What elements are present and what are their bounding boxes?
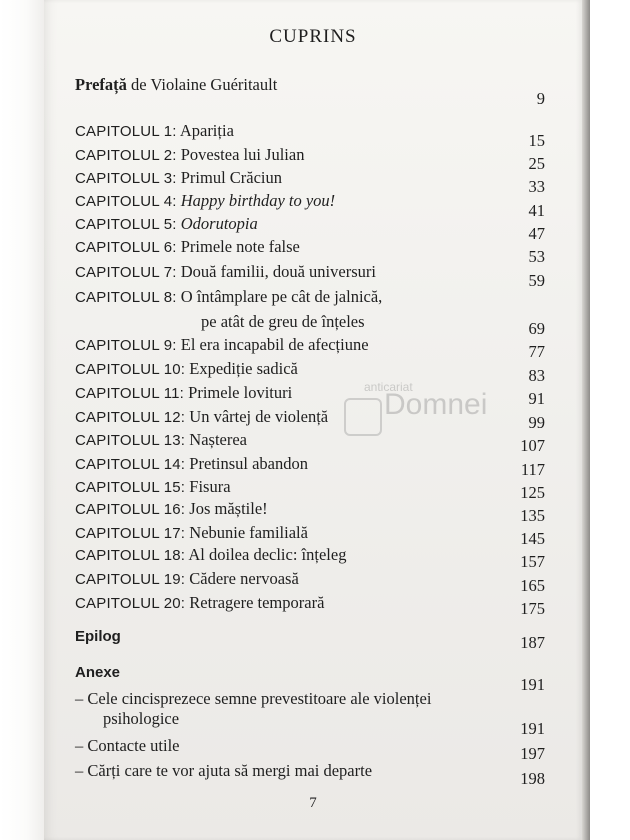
chapter-label: CAPITOLUL 7: [75,264,177,281]
book-page [44,0,582,840]
subentry-title: – Contacte utile [75,736,180,755]
chapter-title: Un vârtej de violență [189,407,329,426]
toc-subentry [75,736,545,763]
chapter-title: Pretinsul abandon [189,454,308,473]
toc-entry-chapter [75,262,545,290]
preface-author: de Violaine Guéritault [126,75,278,94]
chapter-label: CAPITOLUL 11: [75,385,185,402]
chapter-title: Expediție sadică [189,359,298,378]
page-title: CUPRINS [269,26,357,47]
chapter-title: Primele lovituri [188,383,293,402]
chapter-label: CAPITOLUL 16: [75,501,186,518]
chapter-label: CAPITOLUL 13: [75,432,186,449]
toc-entry-chapter [75,523,545,548]
toc-entry-chapter [75,237,545,266]
page-number: 135 [520,506,545,525]
page-number: 191 [520,675,545,694]
chapter-label: CAPITOLUL 5: [75,216,177,233]
chapter-title: Două familii, două universuri [180,262,376,281]
toc-entry-chapter [75,145,545,173]
toc-entry-chapter [75,499,545,525]
annexes-label: Anexe [75,664,121,681]
chapter-title: Jos măștile! [189,499,268,518]
chapter-label: CAPITOLUL 20: [75,595,186,612]
page-number: 187 [520,633,545,652]
page-number: 145 [520,529,545,548]
book-icon [344,398,382,436]
chapter-label: CAPITOLUL 14: [75,456,186,473]
page-number: 47 [528,224,545,243]
chapter-title: O întâmplare pe cât de jalnică, [180,287,383,306]
chapter-label: CAPITOLUL 19: [75,571,186,588]
page-number: 33 [528,177,545,196]
toc-entry-chapter [75,288,545,336]
page-number: 165 [520,576,545,595]
toc-entry-chapter [75,545,545,571]
chapter-label: CAPITOLUL 2: [75,147,177,164]
page-number: 99 [528,413,545,432]
chapter-title: Fisura [189,477,231,496]
page-number: 9 [536,89,545,108]
toc-entry-preface [75,76,545,116]
chapter-title-continued: pe atât de greu de înțeles [201,312,365,331]
chapter-label: CAPITOLUL 4: [75,193,177,210]
toc-subentry [75,689,545,738]
chapter-title: Nebunie familială [189,523,308,542]
page-number: 198 [520,769,545,788]
chapter-label: CAPITOLUL 8: [75,289,177,306]
chapter-label: CAPITOLUL 1: [75,123,177,140]
toc-entry-chapter [75,454,545,479]
toc-subentry [75,761,545,788]
toc-entry-chapter [75,359,545,385]
chapter-label: CAPITOLUL 12: [75,409,186,426]
page-number: 53 [528,247,545,266]
watermark-text-large: Domnei [384,388,488,421]
chapter-title: Nașterea [189,430,247,449]
toc-entry-chapter [75,477,545,502]
chapter-label: CAPITOLUL 10: [75,361,186,378]
toc-entry-annexes [75,664,545,694]
chapter-label: CAPITOLUL 9: [75,337,177,354]
page-number: 41 [528,201,545,220]
chapter-label: CAPITOLUL 6: [75,239,177,256]
page-number: 117 [520,460,545,479]
chapter-title: Cădere nervoasă [189,569,299,588]
toc-entry-chapter [75,168,545,196]
toc-entry-chapter [75,214,545,243]
page-edge [582,0,590,840]
chapter-title: Apariția [179,121,234,140]
left-margin [0,0,44,840]
chapter-title: El era incapabil de afecțiune [180,335,369,354]
page-number: 25 [528,154,545,173]
page-number: 77 [528,342,545,361]
chapter-title: Primul Crăciun [180,168,283,187]
chapter-title: Povestea lui Julian [180,145,305,164]
subentry-title: – Cele cincisprezece semne prevestitoare ale violenței [75,689,432,708]
chapter-title: Happy birthday to you! [180,191,336,210]
chapter-label: CAPITOLUL 18: [75,547,186,564]
watermark-logo [344,380,488,440]
toc-entry-chapter [75,335,545,361]
page-number: 107 [520,436,545,455]
chapter-label: CAPITOLUL 3: [75,170,177,187]
toc-entry-chapter [75,121,545,150]
right-margin [590,0,630,840]
epilogue-label: Epilog [75,628,121,645]
subentry-title: – Cărți care te vor ajuta să mergi mai departe [75,761,373,780]
page-number: 69 [528,319,545,338]
chapter-title: Al doilea declic: înțeleg [188,545,347,564]
chapter-title: Primele note false [180,237,300,256]
page-number: 59 [528,271,545,290]
page-number: 15 [528,131,545,150]
page-number: 91 [528,389,545,408]
toc-entry-chapter [75,569,545,595]
chapter-title: Odorutopia [180,214,258,233]
page-number: 125 [520,483,545,502]
toc-entry-chapter [75,593,545,618]
page-folio: 7 [309,795,317,811]
page-number: 197 [520,744,545,763]
page-number: 175 [520,599,545,618]
toc-entry-epilogue [75,628,545,652]
page-number: 191 [520,719,545,738]
preface-label: Prefață [75,75,127,94]
chapter-label: CAPITOLUL 15: [75,479,186,496]
chapter-title: Retragere temporară [189,593,325,612]
toc-entry-chapter [75,191,545,220]
page-number: 157 [520,552,545,571]
watermark-text-small: anticariat [364,380,413,394]
page-number: 83 [528,366,545,385]
subentry-title-continued: psihologice [103,709,180,728]
chapter-label: CAPITOLUL 17: [75,525,186,542]
